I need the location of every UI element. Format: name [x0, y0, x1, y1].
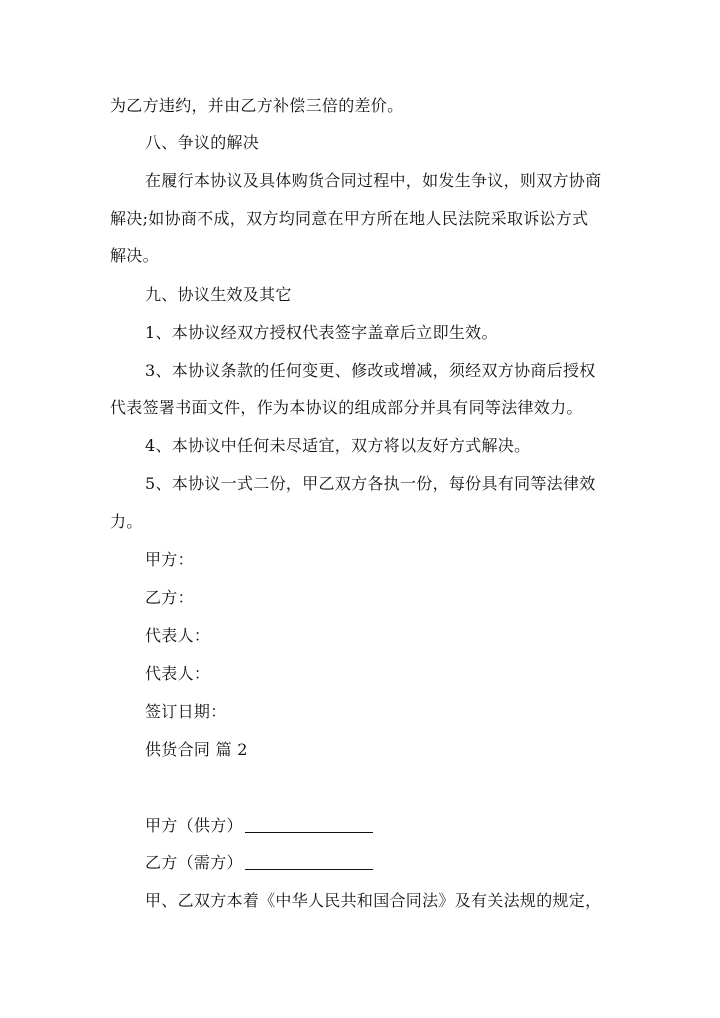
paragraph-line: 1、本协议经双方授权代表签字盖章后立即生效。 — [145, 323, 498, 342]
party-a-label: 甲方（供方） — [145, 816, 243, 835]
signature-field-label: 代表人： — [145, 664, 211, 683]
party-b-blank-line — [245, 853, 373, 870]
paragraph-line: 5、本协议一式二份，甲乙双方各执一份，每份具有同等法律效 — [145, 474, 596, 493]
paragraph-line: 3、本协议条款的任何变更、修改或增减，须经双方协商后授权 — [145, 361, 596, 380]
paragraph-line: 解决;如协商不成，双方均同意在甲方所在地人民法院采取诉讼方式 — [110, 209, 589, 228]
signature-field-label: 甲方： — [145, 550, 194, 569]
party-b-label: 乙方（需方） — [145, 853, 243, 872]
document-title: 供货合同 篇 2 — [145, 740, 248, 759]
party-a-blank-line — [245, 816, 373, 833]
paragraph-line: 解决。 — [110, 246, 159, 265]
paragraph-line: 在履行本协议及具体购货合同过程中，如发生争议，则双方协商 — [145, 171, 602, 190]
signature-field-label: 乙方： — [145, 588, 194, 607]
paragraph-line: 为乙方违约，并由乙方补偿三倍的差价。 — [110, 96, 404, 115]
party-a-field — [145, 816, 373, 836]
signature-field-label: 代表人： — [145, 626, 211, 645]
paragraph-line: 甲、乙双方本着《中华人民共和国合同法》及有关法规的规定， — [145, 891, 602, 910]
signature-field-label: 签订日期： — [145, 702, 227, 721]
paragraph-line: 4、本协议中任何未尽适宜，双方将以友好方式解决。 — [145, 436, 531, 455]
section-heading: 九、协议生效及其它 — [145, 285, 292, 304]
section-heading: 八、争议的解决 — [145, 133, 260, 152]
party-b-field — [145, 853, 373, 873]
paragraph-line: 代表签署书面文件，作为本协议的组成部分并具有同等法律效力。 — [110, 398, 583, 417]
paragraph-line: 力。 — [110, 512, 143, 531]
